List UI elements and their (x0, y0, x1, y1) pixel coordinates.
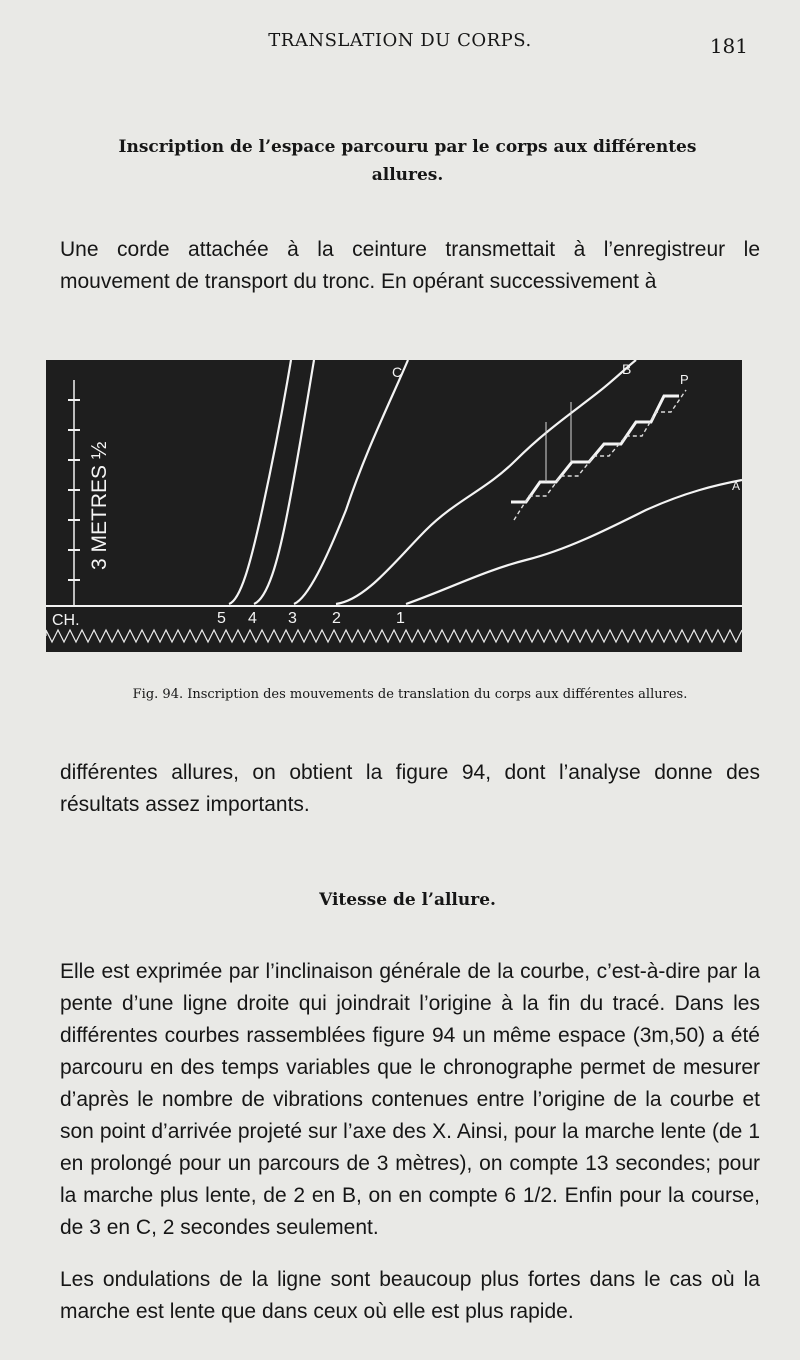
curve-label-P: P (680, 372, 689, 387)
section-heading-vitesse: Vitesse de l’allure. (319, 890, 496, 910)
curve-label-A: A (732, 479, 741, 493)
continuation-paragraph: différentes allures, on obtient la figure 94, dont l’analyse donne des résultats assez importants. (60, 761, 760, 816)
section-heading-inscription-cont: allures. (371, 165, 444, 185)
start-label-2: 2 (332, 610, 341, 627)
page-number: 181 (709, 34, 748, 58)
figure-caption: Fig. 94. Inscription des mouvements de translation du corps aux différentes allures. (132, 687, 688, 702)
curve-P-dashed (514, 390, 686, 520)
curve-label-B: B (622, 361, 632, 377)
intro-paragraph: Une corde attachée à la ceinture transmettait à l’enregistreur le mouvement de transport du tronc. En opérant successivement à (60, 238, 760, 293)
start-label-1: 1 (396, 610, 405, 627)
curve-P-solid (511, 396, 679, 502)
start-label-3: 3 (288, 610, 297, 627)
start-label-4: 4 (248, 610, 257, 627)
running-title: TRANSLATION DU CORPS. (268, 30, 532, 51)
vitesse-paragraph: Elle est exprimée par l’inclinaison générale de la courbe, c’est-à-dire par la pente d’une ligne droite qui joindrait l’origine à la fin du tracé. Dans les différentes courbes rassemblées figure 94 un même espace (3m,50) a été parcouru en des temps variables que le chronographe permet de mesurer d’après le nombre de vibrations contenues entre l’origine de la courbe et son point d’arrivée projeté sur l’axe des X. Ainsi, pour la marche lente (de 1 en prolongé pour un parcours de 3 mètres), on compte 13 secondes; pour la marche plus lente, de 2 en B, on en compte 6 1/2. Enfin pour la course, de 3 en C, 2 secondes seulement. (60, 960, 760, 1239)
curve-label-C: C (392, 364, 403, 380)
chrono-label: CH. (52, 612, 80, 629)
ondulations-paragraph: Les ondulations de la ligne sont beaucoup plus fortes dans le cas où la marche est lente que dans ceux où elle est plus rapide. (60, 1268, 760, 1323)
start-label-5: 5 (217, 610, 226, 627)
figure-94-chart (46, 360, 742, 652)
chronograph-trace (46, 630, 742, 642)
y-axis-label: 3 METRES ½ (88, 441, 111, 570)
curve-2-B (336, 360, 636, 604)
curve-1-A (406, 480, 742, 604)
figure-94 (46, 360, 742, 652)
curve-5 (229, 360, 291, 604)
section-heading-inscription: Inscription de l’espace parcouru par le corps aux différentes (118, 137, 697, 157)
